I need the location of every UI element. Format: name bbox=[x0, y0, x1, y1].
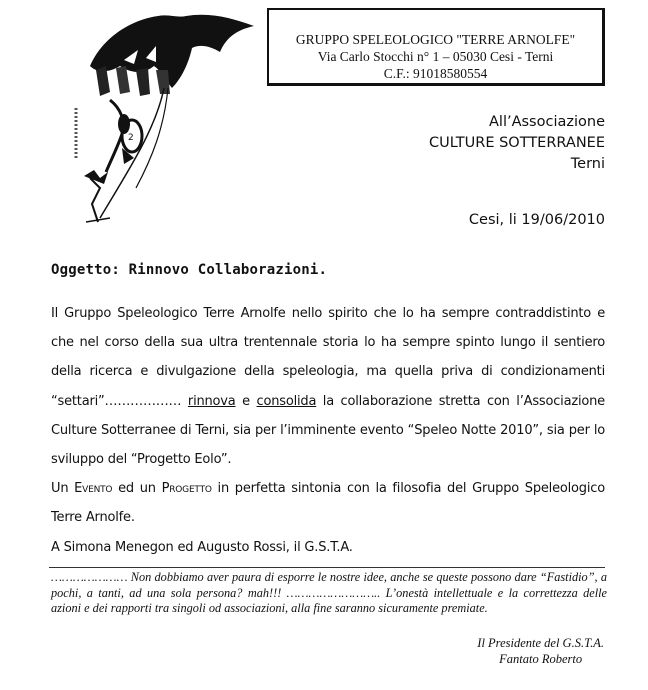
group-logo bbox=[60, 8, 260, 230]
body-p1-and: e bbox=[242, 393, 250, 409]
consolidate-word: consolida bbox=[256, 393, 317, 409]
recipient-line-3: Terni bbox=[570, 156, 605, 172]
signature-role: Il Presidente del G.S.T.A. bbox=[477, 636, 604, 650]
org-name: GRUPPO SPELEOLOGICO "TERRE ARNOLFE" bbox=[295, 32, 576, 47]
bat-caver-logo-icon bbox=[60, 8, 260, 230]
org-address: Via Carlo Stocchi n° 1 – 05030 Cesi - Terni bbox=[317, 49, 554, 64]
body-p2-c: in perfetta sintonia con la filosofia del Gruppo Speleologico Terre Arnolfe. bbox=[51, 481, 605, 526]
body-p2-b: ed un bbox=[118, 481, 156, 497]
event-word: Evento bbox=[74, 481, 113, 497]
signature-name: Fantato Roberto bbox=[499, 652, 583, 666]
letter-date: Cesi, li 19/06/2010 bbox=[468, 212, 605, 228]
letter-body bbox=[51, 299, 605, 562]
letterhead-box bbox=[267, 8, 605, 86]
recipient-block bbox=[429, 112, 605, 175]
body-paragraph-1 bbox=[51, 299, 605, 474]
project-word: Progetto bbox=[161, 481, 212, 497]
body-paragraph-3: A Simona Menegon ed Augusto Rossi, il G.S.T.A. bbox=[51, 539, 353, 555]
signature-block bbox=[477, 635, 604, 667]
body-paragraph-2 bbox=[51, 474, 605, 532]
renew-word: rinnova bbox=[187, 393, 236, 409]
letter-subject: Oggetto: Rinnovo Collaborazioni. bbox=[51, 262, 328, 278]
body-p2-a: Un bbox=[51, 481, 69, 497]
footnote-text: ………………… Non dobbiamo aver paura di esporre le nostre idee, anche se queste possono dare “Fastidio”, a pochi, a tanti, ad una sola persona? mah!!! …………………….. L’onestà intellettuale e la correttezza delle azioni e dei rapporti tra singoli od associazioni, alla fine saranno sicuramente premiate. bbox=[51, 570, 607, 615]
recipient-line-1: All’Associazione bbox=[489, 114, 605, 130]
recipient-line-2: CULTURE SOTTERRANEE bbox=[428, 135, 605, 151]
org-tax-code: C.F.: 91018580554 bbox=[383, 66, 488, 81]
body-p1-part1: Il Gruppo Speleologico Terre Arnolfe nello spirito che lo ha sempre contraddistinto e che nel corso della sua ultra trentennale storia lo ha sempre spinto lungo il sentiero della ricerca e divulgazione della speleologia, ma quella priva di condizionamenti “settari”……………… bbox=[51, 306, 605, 409]
footnote-divider bbox=[49, 567, 605, 568]
body-p1-part2: la collaborazione stretta con l’Associazione Culture Sotterranee di Terni, sia per l’imminente evento “Speleo Notte 2010”, sia per lo sviluppo del “Progetto Eolo”. bbox=[51, 393, 605, 468]
svg-text:2: 2 bbox=[128, 133, 134, 143]
